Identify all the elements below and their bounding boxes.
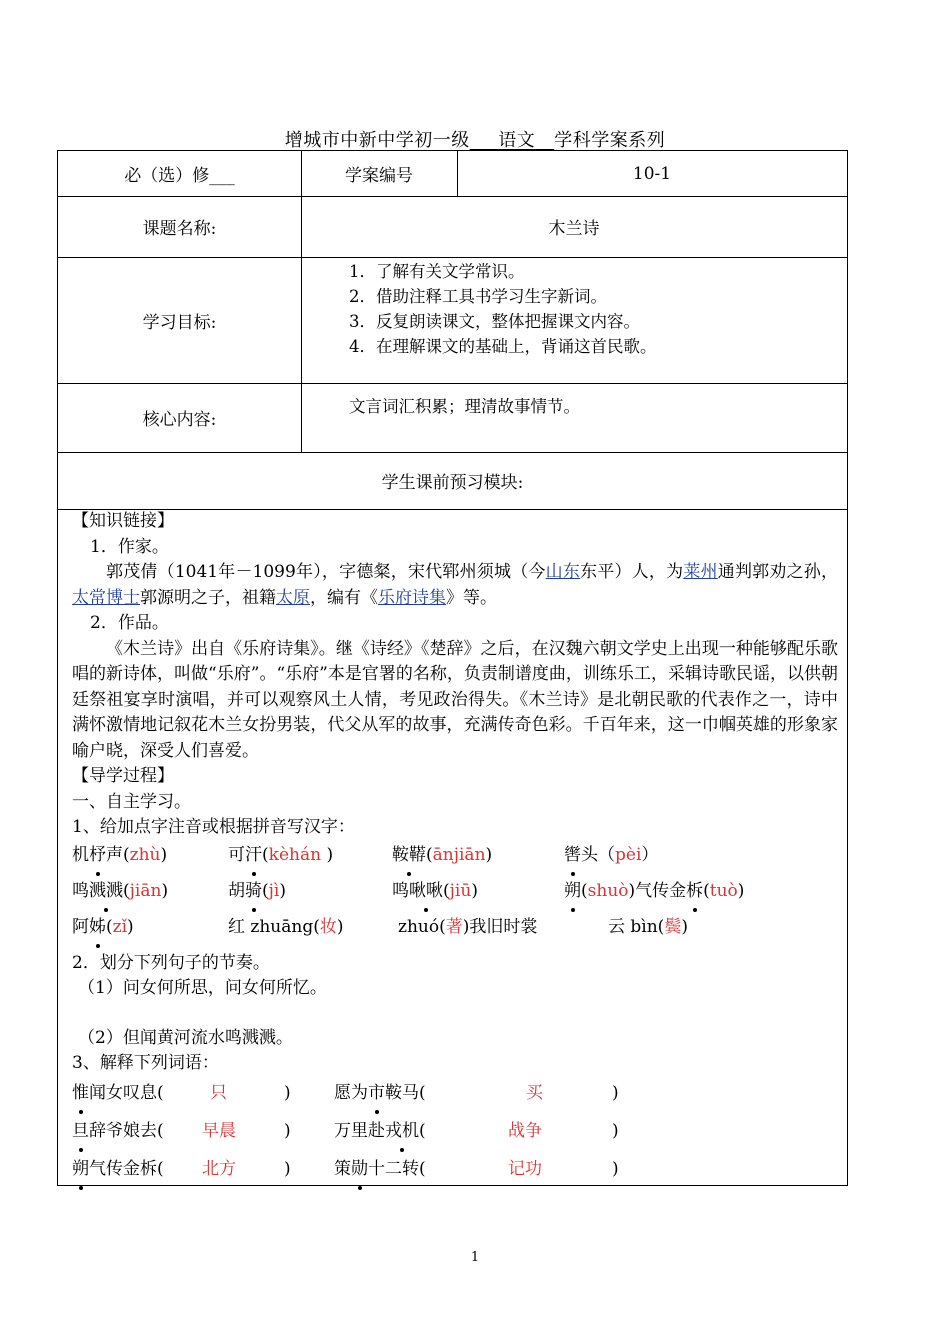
goals-label: 学习目标:	[142, 312, 217, 333]
link-shandong[interactable]: 山东	[545, 562, 581, 582]
pinyin-row: 阿姊(zǐ) 红 zhuāng(妆) zhuó(著)我旧时裳 云 bìn(鬓)	[72, 915, 838, 951]
link-taiyuan[interactable]: 太原	[276, 587, 310, 608]
question-3: 3、解释下列词语：	[72, 1053, 219, 1073]
goal-item: 2．借助注释工具书学习生字新词。	[349, 287, 607, 306]
question-2: 2．划分下列句子的节奏。	[72, 952, 270, 973]
author-heading: 1．作家。	[90, 536, 169, 557]
pinyin-row: 机杼声(zhù) 可汗(kèhán ) 鞍鞯(ānjiān) 辔头（pèi）	[72, 843, 838, 879]
work-paragraph: 《木兰诗》出自《乐府诗集》。继《诗经》《楚辞》之后，在汉魏六朝文学史上出现一种能够配乐歌唱的新诗体，叫做“乐府”。“乐府”本是官署的名称，负责制谱度曲，训练乐工，采辑诗歌民谣，以供朝廷祭祖宴享时演唱，并可以观察风土人情，考见政治得失。《木兰诗》是北朝民歌的代表作之一，诗中满怀激情地记叙花木兰女扮男装，代父从军的故事，充满传奇色彩。千百年来，这一巾帼英雄的形象家喻户晓，深受人们喜爱。	[72, 638, 838, 761]
goal-item: 1．了解有关文学常识。	[349, 262, 525, 281]
topic-value: 木兰诗	[548, 219, 600, 239]
section-self-study: 一、自主学习。	[72, 791, 191, 812]
guide-heading: 【导学过程】	[72, 766, 174, 786]
term-row: 旦辞爷娘去( 早晨 ) 万里赴戎机( 战争 )	[72, 1119, 838, 1155]
preview-content	[72, 509, 838, 1193]
core-label: 核心内容:	[142, 410, 217, 430]
module-heading: 学生课前预习模块:	[381, 473, 524, 493]
link-taichang-boshi[interactable]: 太常博士	[72, 587, 140, 608]
link-yuefu-shiji[interactable]: 乐府诗集	[378, 587, 446, 608]
document-title: 增城市中新中学初一级___语文__学科学案系列	[284, 130, 666, 151]
question-2-2: （2）但闻黄河流水鸣溅溅。	[78, 1027, 293, 1048]
pinyin-row: 鸣溅溅(jiān) 胡骑(jì) 鸣啾啾(jiū) 朔(shuò)气传金柝(tuò)	[72, 879, 838, 915]
course-type-label: 必（选）修___	[124, 166, 235, 186]
goal-item: 4．在理解课文的基础上，背诵这首民歌。	[349, 337, 657, 356]
core-value: 文言词汇积累；理清故事情节。	[349, 397, 580, 416]
page-number: 1	[470, 1250, 480, 1265]
case-number-label: 学案编号	[345, 166, 413, 186]
goals-list	[349, 259, 657, 359]
term-row: 朔气传金柝( 北方 ) 策勋十二转( 记功 )	[72, 1157, 838, 1193]
knowledge-heading: 【知识链接】	[72, 511, 174, 531]
link-laizhou[interactable]: 莱州	[683, 562, 718, 582]
worksheet-table	[57, 150, 848, 1186]
term-row: 惟闻女叹息( 只 ) 愿为市鞍马( 买 )	[72, 1081, 838, 1117]
goal-item: 3．反复朗读课文，整体把握课文内容。	[349, 312, 640, 331]
work-heading: 2．作品。	[90, 613, 169, 633]
question-2-1: （1）问女何所思，问女何所忆。	[78, 978, 327, 998]
question-1: 1、给加点字注音或根据拼音写汉字：	[72, 817, 355, 837]
case-number-value: 10-1	[632, 163, 672, 184]
topic-label: 课题名称:	[142, 219, 217, 239]
author-paragraph: 郭茂倩（1041年－1099年），字德粲，宋代郓州须城（今山东东平）人，为莱州通判郭劝之孙，太常博士郭源明之子，祖籍太原，编有《乐府诗集》等。	[72, 562, 839, 608]
